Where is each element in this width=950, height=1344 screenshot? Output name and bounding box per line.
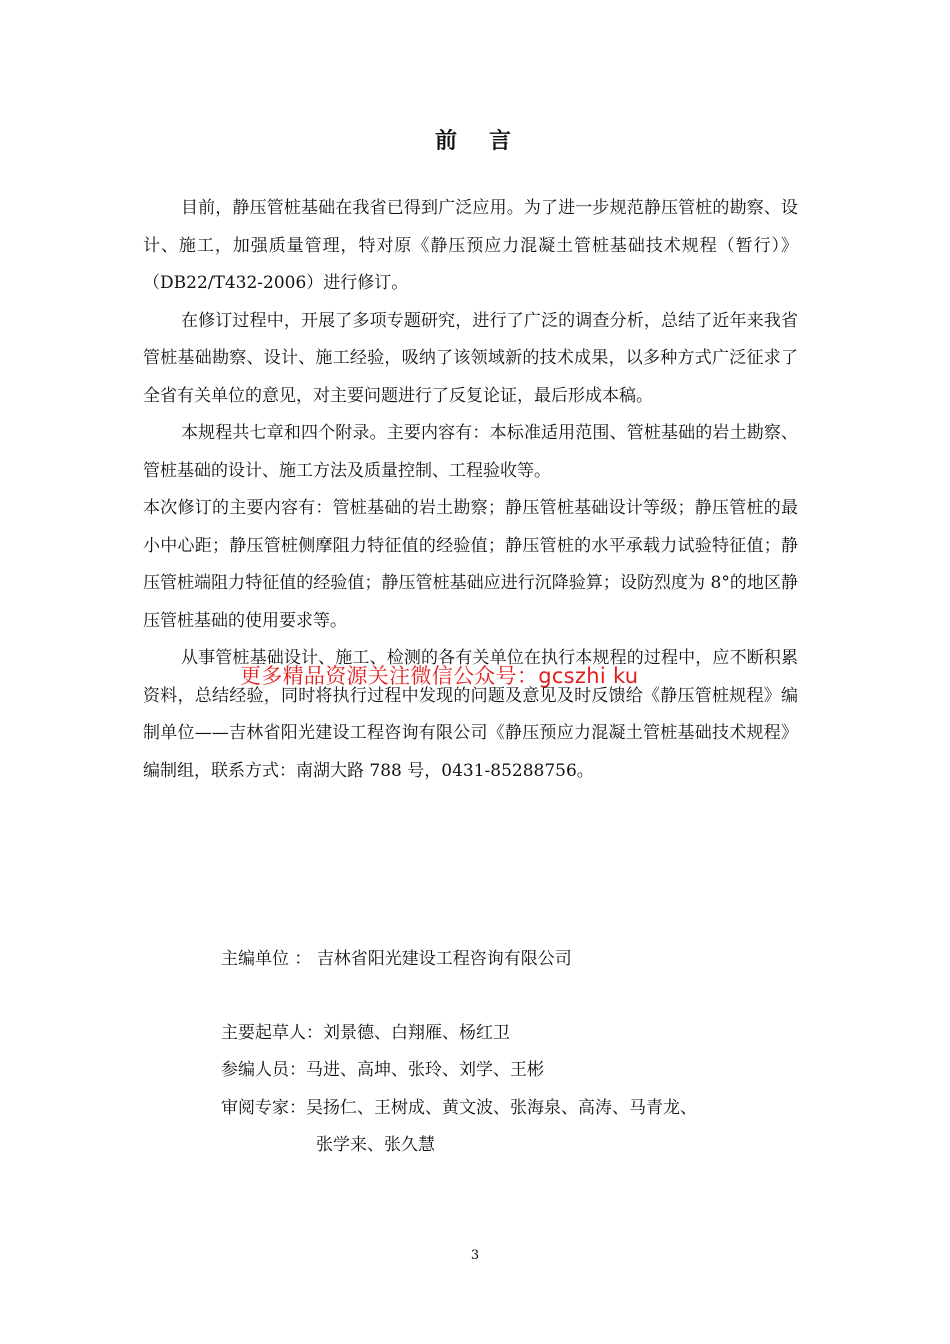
credit-reviewers-value: 吴扬仁、王树成、黄文波、张海泉、高涛、马青龙、 [306, 1098, 697, 1118]
credit-reviewers-label: 审阅专家： [221, 1098, 306, 1118]
credit-reviewers [221, 1093, 697, 1118]
credit-chief-value: 吉林省阳光建设工程咨询有限公司 [316, 949, 572, 969]
paragraph-revision-changes: 本次修订的主要内容有：管桩基础的岩土勘察；静压管桩基础设计等级；静压管桩的最小中心距；静压管桩侧摩阻力特征值的经验值；静压管桩的水平承载力试验特征值；静压管桩端阻力特征值的经验值；静压管桩基础应进行沉降验算；设防烈度为 8°的地区静压管桩基础的使用要求等。 [143, 498, 798, 631]
paragraph-contents: 本规程共七章和四个附录。主要内容有：本标准适用范围、管桩基础的岩土勘察、管桩基础的设计、施工方法及质量控制、工程验收等。 [143, 423, 798, 481]
foreword-body [143, 190, 798, 790]
credit-participants-label: 参编人员： [221, 1060, 306, 1080]
watermark-text: 更多精品资源关注微信公众号：gcszhi ku [240, 664, 639, 688]
paragraph-revision-process: 在修订过程中，开展了多项专题研究，进行了广泛的调查分析，总结了近年来我省管桩基础勘察、设计、施工经验，吸纳了该领域新的技术成果，以多种方式广泛征求了全省有关单位的意见，对主要问题进行了反复论证，最后形成本稿。 [143, 310, 798, 406]
credit-drafters [221, 1018, 510, 1043]
credit-chief-unit [221, 944, 572, 969]
title-char-1: 前 [434, 129, 461, 154]
credit-chief-label: 主编单位 ： [221, 949, 312, 969]
credit-participants-value: 马进、高坤、张玲、刘学、王彬 [306, 1060, 544, 1080]
page-title [0, 124, 950, 155]
title-char-2: 言 [489, 129, 516, 154]
paragraph-feedback: 从事管桩基础设计、施工、检测的各有关单位在执行本规程的过程中，应不断积累资料，总结经验，同时将执行过程中发现的问题及意见及时反馈给《静压管桩规程》编制单位——吉林省阳光建设工程咨询有限公司《静压预应力混凝土管桩基础技术规程》编制组，联系方式：南湖大路 788 号，0431-85288756。 [143, 648, 798, 781]
paragraph-intro: 目前，静压管桩基础在我省已得到广泛应用。为了进一步规范静压管桩的勘察、设计、施工，加强质量管理，特对原《静压预应力混凝土管桩基础技术规程（暂行）》（DB22/T432-2006）进行修订。 [143, 198, 798, 293]
credit-participants [221, 1055, 544, 1080]
credit-drafters-value: 刘景德、白翔雁、杨红卫 [323, 1023, 510, 1043]
credit-drafters-label: 主要起草人： [221, 1023, 323, 1043]
page-number: 3 [470, 1248, 480, 1263]
credit-reviewers-continued: 张学来、张久慧 [316, 1135, 435, 1155]
